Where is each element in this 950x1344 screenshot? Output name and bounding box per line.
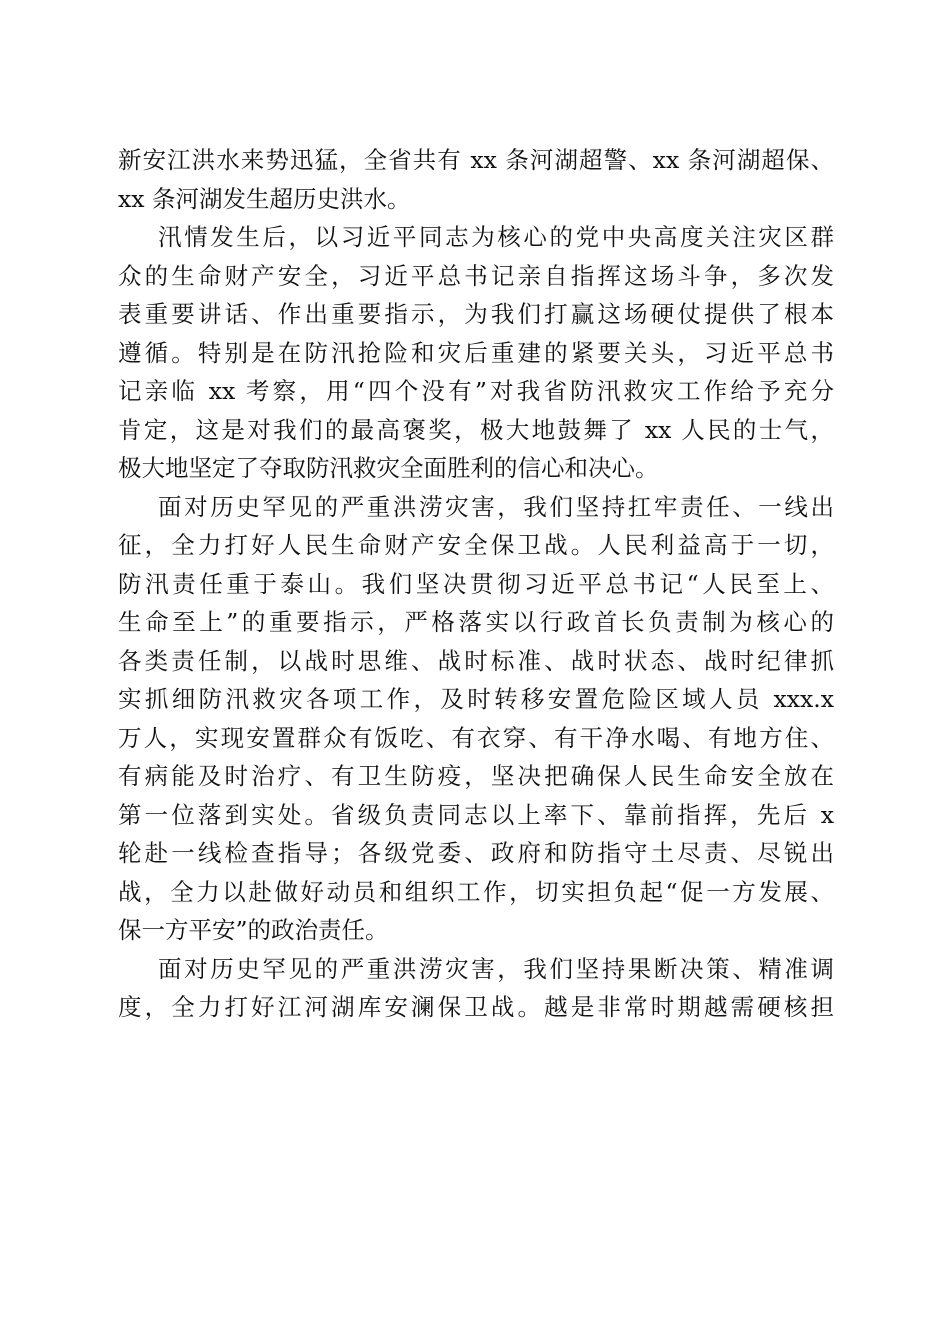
text-line: 表重要讲话、作出重要指示，为我们打赢这场硬仗提供了根本 [118, 300, 834, 328]
text-line: 征，全力打好人民生命财产安全保卫战。人民利益高于一切， [118, 531, 834, 559]
text-line: 面对历史罕见的严重洪涝灾害，我们坚持果断决策、精准调 [158, 954, 834, 983]
text-line: 轮赴一线检查指导；各级党委、政府和防指守土尽责、尽锐出 [118, 839, 834, 867]
text-line: 度，全力打好江河湖库安澜保卫战。越是非常时期越需硬核担 [118, 993, 834, 1021]
text-line: 众的生命财产安全，习近平总书记亲自指挥这场斗争，多次发 [118, 261, 834, 290]
text-line: 有病能及时治疗、有卫生防疫，坚决把确保人民生命安全放在 [118, 762, 834, 790]
document-body [118, 141, 834, 1027]
text-line: 保一方平安”的政治责任。 [118, 916, 389, 944]
text-line: xx 条河湖发生超历史洪水。 [118, 184, 411, 213]
text-line: 肯定，这是对我们的最高褒奖，极大地鼓舞了 xx 人民的士气， [118, 415, 834, 444]
text-line: 记亲临 xx 考察，用“四个没有”对我省防汛救灾工作给予充分 [118, 377, 834, 405]
text-line: 第一位落到实处。省级负责同志以上率下、靠前指挥，先后 x [118, 800, 834, 829]
text-line: 汛情发生后，以习近平同志为核心的党中央高度关注灾区群 [158, 223, 834, 251]
text-line: 面对历史罕见的严重洪涝灾害，我们坚持扛牢责任、一线出 [158, 492, 834, 521]
text-line: 各类责任制，以战时思维、战时标准、战时状态、战时纪律抓 [118, 646, 834, 675]
text-line: 生命至上”的重要指示，严格落实以行政首长负责制为核心的 [118, 608, 834, 636]
text-line: 新安江洪水来势迅猛，全省共有 xx 条河湖超警、xx 条河湖超保、 [118, 146, 834, 174]
text-line: 万人，实现安置群众有饭吃、有衣穿、有干净水喝、有地方住、 [118, 723, 834, 752]
text-line: 遵循。特别是在防汛抢险和灾后重建的紧要关头，习近平总书 [118, 338, 834, 367]
text-line: 防汛责任重于泰山。我们坚决贯彻习近平总书记“人民至上、 [118, 569, 834, 598]
text-line: 极大地坚定了夺取防汛救灾全面胜利的信心和决心。 [118, 454, 659, 482]
text-line: 实抓细防汛救灾各项工作，及时转移安置危险区域人员 xxx.x [118, 685, 834, 713]
text-line: 战，全力以赴做好动员和组织工作，切实担负起“促一方发展、 [118, 877, 834, 906]
